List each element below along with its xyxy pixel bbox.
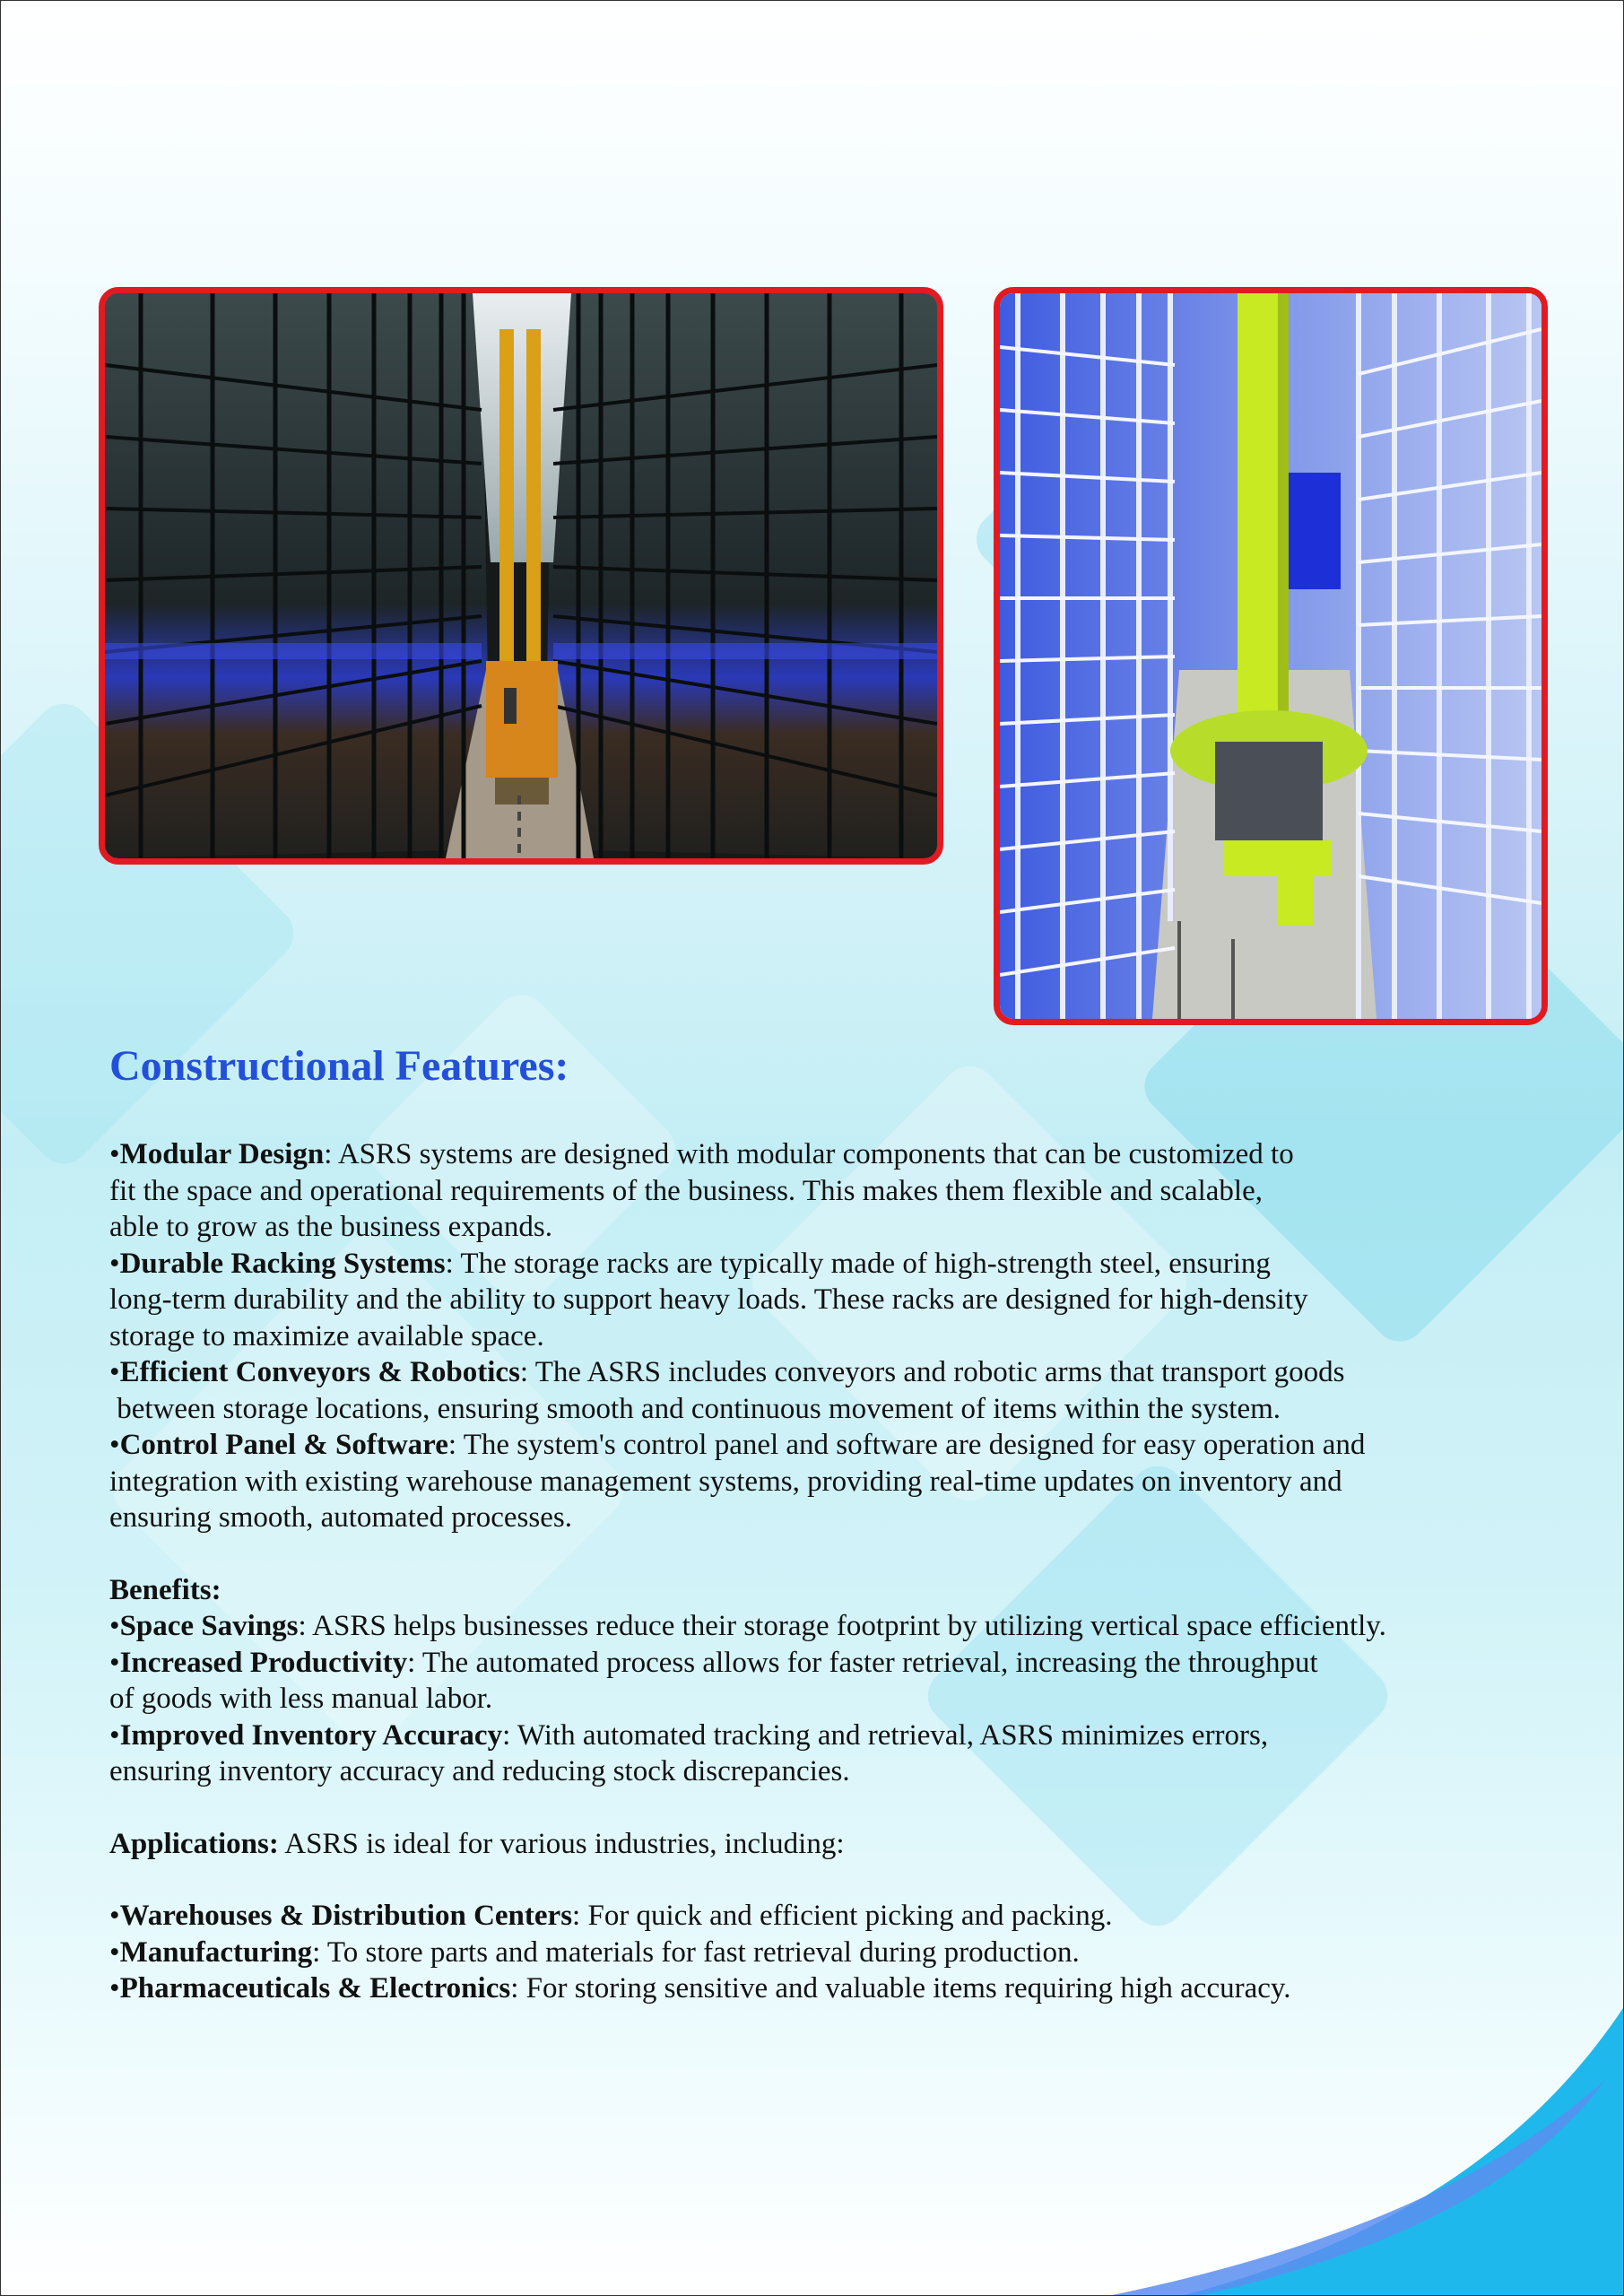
benefit-text: : With automated tracking and retrieval, ASRS minimizes errors, ensuring inventory accuracy and reducing stock discrepancies.	[109, 1718, 1269, 1787]
feature-text: : The storage racks are typically made of high-strength steel, ensuring long-term durability and the ability to support heavy loads. These racks are designed for high-density storage to maximize available space.	[109, 1247, 1308, 1352]
application-text: : For storing sensitive and valuable items requiring high accuracy.	[510, 1972, 1291, 2005]
spacer	[109, 1536, 1580, 1572]
benefits-list	[109, 1608, 1580, 1790]
bullet: •	[109, 1610, 120, 1642]
bullet: •	[109, 1935, 120, 1969]
feature-text: : ASRS systems are designed with modular components that can be customized to fit the space and operational requirements of the business. This makes them flexible and scalable, able to grow as the business expands.	[109, 1138, 1294, 1243]
main-text	[109, 1041, 1580, 2007]
application-term: Manufacturing	[119, 1935, 313, 1969]
bullet: •	[109, 1718, 120, 1752]
spacer	[109, 1790, 1580, 1826]
list-item	[109, 1935, 1580, 1971]
feature-term: Durable Racking Systems	[119, 1247, 446, 1280]
feature-text: : The system's control panel and software are designed for easy operation and integration with existing warehouse management systems, providing real-time updates on inventory and ensuring smooth, automated processes.	[109, 1429, 1366, 1534]
features-list	[109, 1136, 1580, 1536]
benefits-heading-text: Benefits:	[109, 1573, 221, 1606]
bullet: •	[109, 1356, 120, 1388]
list-item	[109, 1718, 1580, 1790]
applications-intro-text: ASRS is ideal for various industries, including:	[278, 1827, 845, 1860]
list-item	[109, 1246, 1580, 1355]
list-item	[109, 1136, 1580, 1246]
feature-term: Modular Design	[119, 1138, 325, 1170]
asrs-aisle-photo	[99, 287, 943, 865]
application-term: Pharmaceuticals & Electronics	[119, 1972, 511, 2005]
applications-list	[109, 1898, 1580, 2007]
bullet: •	[109, 1646, 120, 1679]
application-text: : For quick and efficient picking and packing.	[572, 1900, 1113, 1932]
applications-intro	[109, 1826, 1580, 1863]
application-term: Warehouses & Distribution Centers	[119, 1900, 573, 1932]
application-text: : To store parts and materials for fast retrieval during production.	[312, 1935, 1080, 1969]
list-item	[109, 1608, 1580, 1645]
bullet: •	[109, 1138, 120, 1170]
bullet: •	[109, 1900, 120, 1932]
bullet: •	[109, 1972, 120, 2005]
benefit-term: Increased Productivity	[119, 1646, 408, 1679]
benefit-term: Space Savings	[119, 1610, 299, 1642]
list-item	[109, 1427, 1580, 1536]
bullet: •	[109, 1247, 120, 1280]
bullet: •	[109, 1429, 120, 1461]
benefit-text: : The automated process allows for faster retrieval, increasing the throughput of goods with less manual labor.	[109, 1646, 1318, 1715]
benefit-text: : ASRS helps businesses reduce their storage footprint by utilizing vertical space efficiently.	[298, 1610, 1386, 1642]
corner-swoosh-decoration	[1049, 2008, 1623, 2295]
spacer	[109, 1862, 1580, 1898]
asrs-stacker-crane-photo	[994, 287, 1548, 1025]
section-heading: Constructional Features:	[109, 1042, 569, 1090]
list-item	[109, 1898, 1580, 1935]
list-item	[109, 1354, 1580, 1427]
feature-term: Control Panel & Software	[119, 1429, 448, 1461]
list-item	[109, 1645, 1580, 1718]
benefits-heading	[109, 1572, 1580, 1609]
feature-term: Efficient Conveyors & Robotics	[119, 1356, 520, 1388]
list-item	[109, 1970, 1580, 2007]
benefit-term: Improved Inventory Accuracy	[119, 1718, 503, 1752]
feature-text: : The ASRS includes conveyors and robotic arms that transport goods between storage locations, ensuring smooth and continuous movement of items within the system.	[117, 1356, 1345, 1425]
applications-label: Applications:	[109, 1827, 279, 1860]
